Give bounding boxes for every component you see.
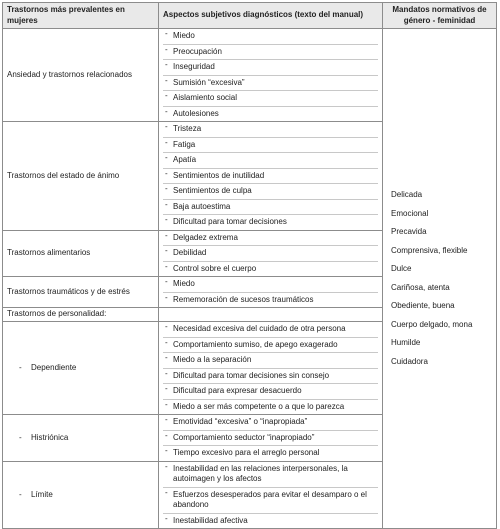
list-item: - Inestabilidad afectiva: [163, 514, 378, 529]
aspects-list: [163, 29, 378, 121]
list-item: - Tiempo excesivo para el arreglo personal: [163, 446, 378, 461]
mandate-item: Obediente, buena: [391, 301, 455, 310]
row-items-traumaticos: [159, 277, 383, 308]
row-items-animo: [159, 122, 383, 231]
row-items-personalidad: [159, 308, 383, 322]
dash-marker: -: [19, 362, 22, 372]
disorders-table: [2, 2, 497, 529]
list-item: - Debilidad: [163, 246, 378, 262]
list-item: - Sentimientos de inutilidad: [163, 169, 378, 185]
list-item: - Rememoración de sucesos traumáticos: [163, 293, 378, 308]
mandate-item: Delicada: [391, 190, 423, 199]
header-col-disorders: Trastornos más prevalentes en mujeres: [3, 3, 159, 29]
row-label-dependiente: [3, 322, 159, 415]
list-item: - Emotividad “excesiva” o “inapropiada”: [163, 415, 378, 431]
mandate-item: Cuidadora: [391, 356, 428, 366]
mandates-list: [387, 186, 492, 371]
row-label-histrionica: [3, 415, 159, 462]
list-item: - Inseguridad: [163, 60, 378, 76]
aspects-list: [163, 122, 378, 230]
list-item: - Autolesiones: [163, 107, 378, 122]
mandate-item: Cuerpo delgado, mona: [391, 319, 473, 329]
row-label-animo: Trastornos del estado de ánimo: [3, 122, 159, 231]
row-items-limite: [159, 461, 383, 529]
header-col-aspects: Aspectos subjetivos diagnósticos (texto del manual): [159, 3, 383, 29]
header-col-mandates: Mandatos normativos de género - feminidad: [383, 3, 497, 29]
subtype-label: Límite: [31, 489, 53, 499]
row-items-histrionica: [159, 415, 383, 462]
header-row: [3, 3, 497, 29]
list-item: - Fatiga: [163, 138, 378, 154]
list-item: - Sumisión “excesiva”: [163, 76, 378, 92]
list-item: - Miedo: [163, 29, 378, 45]
aspects-list: [163, 322, 378, 414]
aspects-list: [163, 277, 378, 307]
dash-marker: -: [19, 432, 22, 442]
list-item: - Dificultad para expresar desacuerdo: [163, 384, 378, 400]
list-item: - Dificultad para tomar decisiones sin consejo: [163, 369, 378, 385]
list-item: - Sentimientos de culpa: [163, 184, 378, 200]
list-item: - Miedo a la separación: [163, 353, 378, 369]
row-label-traumaticos: Trastornos traumáticos y de estrés: [3, 277, 159, 308]
list-item: - Dificultad para tomar decisiones: [163, 215, 378, 230]
row-items-alimentarios: [159, 230, 383, 277]
list-item: - Delgadez extrema: [163, 231, 378, 247]
list-item: - Control sobre el cuerpo: [163, 262, 378, 277]
list-item: - Miedo: [163, 277, 378, 293]
list-item: - Baja autoestima: [163, 200, 378, 216]
subtype-label: Histriónica: [31, 432, 69, 442]
table-row: [3, 29, 497, 122]
list-item: - Comportamiento sumiso, de apego exagerado: [163, 338, 378, 354]
mandate-item: Humilde: [391, 338, 421, 347]
subtype-label: Dependiente: [31, 362, 77, 372]
dash-marker: -: [19, 489, 22, 499]
list-item: - Aislamiento social: [163, 91, 378, 107]
row-label-ansiedad: Ansiedad y trastornos relacionados: [3, 29, 159, 122]
row-label-alimentarios: Trastornos alimentarios: [3, 230, 159, 277]
row-label-limite: [3, 461, 159, 529]
mandate-item: Cariñosa, atenta: [391, 282, 450, 292]
list-item: - Esfuerzos desesperados para evitar el desamparo o el abandono: [163, 488, 378, 514]
list-item: - Comportamiento seductor “inapropiado”: [163, 431, 378, 447]
list-item: - Tristeza: [163, 122, 378, 138]
mandate-item: Emocional: [391, 208, 429, 218]
list-item: - Apatía: [163, 153, 378, 169]
row-items-dependiente: [159, 322, 383, 415]
list-item: - Necesidad excesiva del cuidado de otra persona: [163, 322, 378, 338]
aspects-list: [163, 231, 378, 277]
aspects-list: [163, 462, 378, 529]
list-item: - Preocupación: [163, 45, 378, 61]
list-item: - Miedo a ser más competente o a que lo parezca: [163, 400, 378, 415]
mandate-item: Precavida: [391, 227, 427, 236]
mandate-item: Dulce: [391, 264, 412, 273]
mandate-item: Comprensiva, flexible: [391, 245, 468, 255]
list-item: - Inestabilidad en las relaciones interpersonales, la autoimagen y los afectos: [163, 462, 378, 488]
row-label-personalidad: Trastornos de personalidad:: [3, 308, 159, 322]
row-items-ansiedad: [159, 29, 383, 122]
